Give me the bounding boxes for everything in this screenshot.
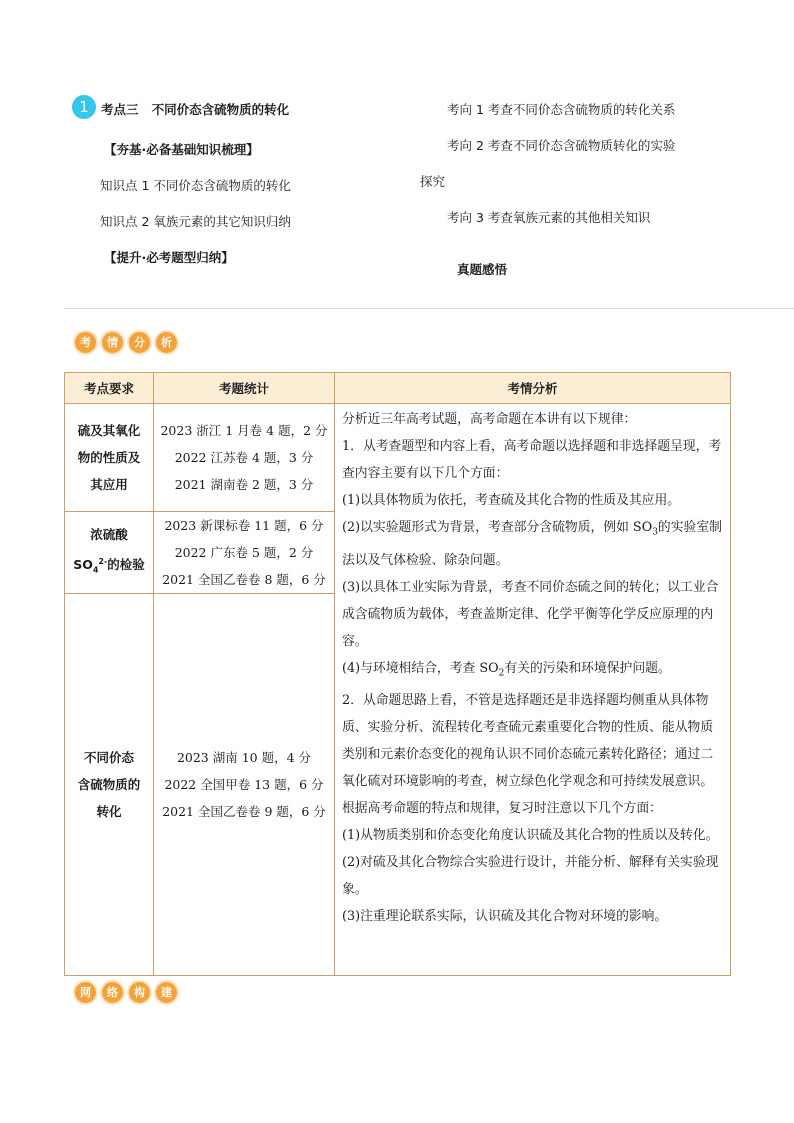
section-number-circle: 1 [72,95,96,119]
statistics-line: 2023 浙江 1 月卷 4 题，2 分 [160,423,328,438]
analysis-paragraph: (3)注重理论联系实际，认识硫及其化合物对环境的影响。 [342,909,668,925]
section-title: 不同价态含硫物质的转化 [151,102,290,117]
statistics-cell [154,404,335,512]
toc-basics-heading[interactable]: 【夯基·必备基础知识梳理】 [104,142,259,157]
statistics-cell [154,512,335,594]
header-requirement: 考点要求 [65,373,154,404]
toc-improve-heading[interactable]: 【提升·必考题型归纳】 [104,250,234,265]
analysis-badge-char: 析 [154,330,179,355]
network-badge-char: 建 [154,980,179,1005]
statistics-line: 2022 江苏卷 4 题，3 分 [174,450,314,465]
network-badge-char: 网 [73,980,98,1005]
requirement-line: 含硫物质的 [77,777,141,792]
section-heading [101,100,289,118]
toc-zhenti[interactable]: 真题感悟 [457,262,508,277]
statistics-line: 2021 全国乙卷卷 8 题，6 分 [162,572,326,587]
header-divider [64,308,794,309]
analysis-badge-char: 分 [127,330,152,355]
header-analysis: 考情分析 [335,373,731,404]
statistics-line: 2023 湖南 10 题，4 分 [176,750,312,765]
requirement-line: $SO_4^{2-}$的检验 [73,557,145,575]
analysis-paragraph: (1)从物质类别和价态变化角度认识硫及其化合物的性质以及转化。 [342,828,719,844]
analysis-cell [335,404,731,976]
toc-knowledge-1[interactable]: 知识点 1 不同价态含硫物质的转化 [100,178,291,193]
table-row [65,404,731,512]
analysis-paragraph: (2)以实验题形式为背景，考查部分含硫物质，例如 $SO_3$的实验室制法以及气体检验、除杂问题。 [342,520,722,568]
toc-direction-3[interactable]: 考向 3 考查氧族元素的其他相关知识 [447,210,651,225]
statistics-cell [154,594,335,976]
network-badge [73,980,179,1005]
header-statistics: 考题统计 [154,373,335,404]
toc-direction-2[interactable]: 考向 2 考查不同价态含硫物质转化的实验 [447,138,676,153]
analysis-badge-char: 情 [100,330,125,355]
statistics-line: 2022 全国甲卷 13 题，6 分 [164,777,324,792]
analysis-paragraph: (1)以具体物质为依托，考查硫及其化合物的性质及其应用。 [342,493,681,508]
analysis-paragraph: 1．从考查题型和内容上看，高考命题以选择题和非选择题呈现，考查内容主要有以下几个方面： [342,439,722,481]
requirement-cell [65,594,154,976]
statistics-line: 2023 新课标卷 11 题，6 分 [164,518,324,533]
network-badge-char: 络 [100,980,125,1005]
statistics-line: 2021 湖南卷 2 题，3 分 [174,477,314,492]
analysis-paragraph: 根据高考命题的特点和规律，复习时注意以下几个方面： [342,801,662,817]
section-label: 考点三 [101,102,139,117]
analysis-badge [73,330,179,355]
statistics-line: 2021 全国乙卷卷 9 题，6 分 [162,804,326,819]
analysis-paragraph: (3)以具体工业实际为背景，考查不同价态硫之间的转化；以工业合成含硫物质为载体，考查盖斯定律、化学平衡等化学反应原理的内容。 [342,579,719,649]
requirement-cell [65,512,154,594]
requirement-line: 转化 [96,804,122,819]
analysis-paragraph: (2)对硫及其化合物综合实验进行设计，并能分析、解释有关实验现象。 [342,855,719,898]
table-header-row [65,373,731,404]
requirement-line: 不同价态 [83,750,134,765]
analysis-paragraph: 分析近三年高考试题，高考命题在本讲有以下规律： [342,412,637,427]
requirement-line: 硫及其氧化 [77,423,141,438]
toc-knowledge-2[interactable]: 知识点 2 氧族元素的其它知识归纳 [100,214,291,229]
requirement-line: 其应用 [90,477,128,492]
statistics-line: 2022 广东卷 5 题，2 分 [174,545,314,560]
requirement-line: 浓硫酸 [90,527,128,543]
analysis-badge-char: 考 [73,330,98,355]
requirement-line: 物的性质及 [77,450,141,465]
requirement-cell [65,404,154,512]
analysis-table [64,372,731,976]
network-badge-char: 构 [127,980,152,1005]
analysis-paragraph: (4)与环境相结合，考查 $SO_2$有关的污染和环境保护问题。 [342,660,671,679]
toc-direction-2-cont[interactable]: 探究 [420,174,446,189]
toc-direction-1[interactable]: 考向 1 考查不同价态含硫物质的转化关系 [447,102,676,117]
analysis-paragraph: 2．从命题思路上看，不管是选择题还是非选择题均侧重从具体物质、实验分析、流程转化考查硫元素重要化合物的性质、能从物质类别和元素价态变化的视角认识不同价态硫元素转化路径；通过二氧化硫对环境影响的考查，树立绿色化学观念和可持续发展意识。 [342,693,714,790]
